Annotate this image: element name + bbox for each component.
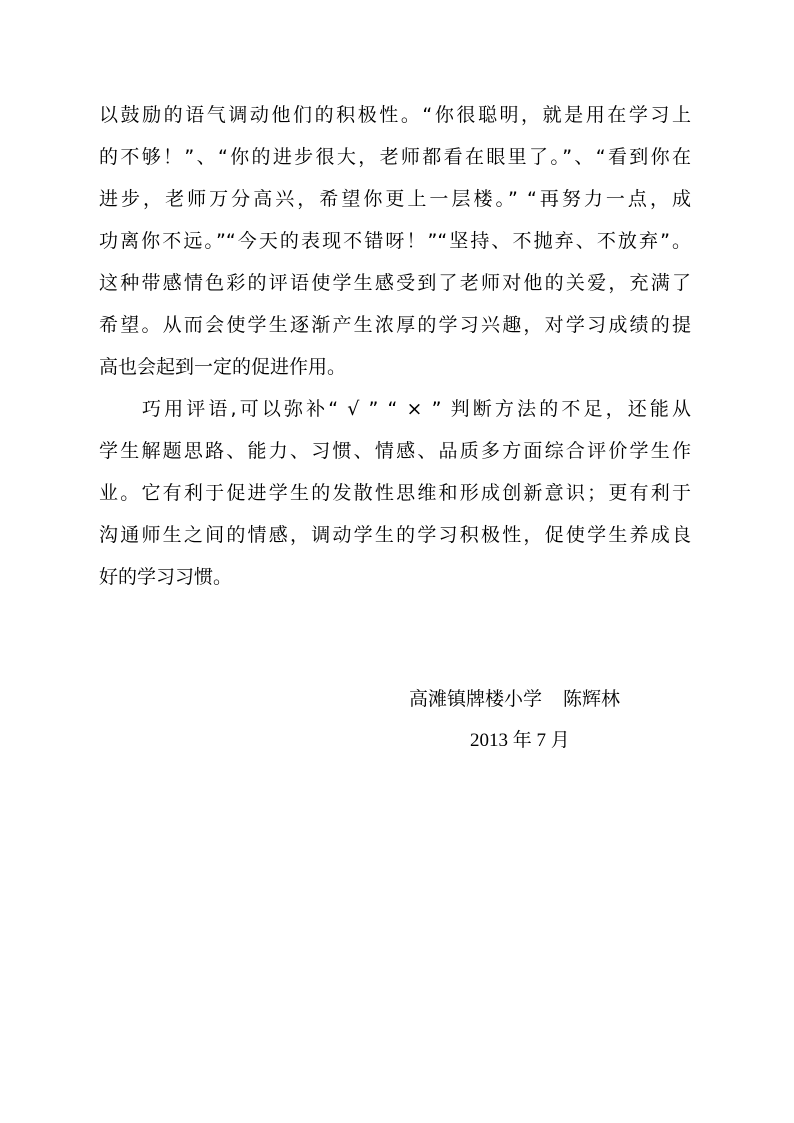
signature-date: 2013 年 7 月 [470, 730, 570, 751]
paragraph-1-line-4: 功离你不远。”“今天的表现不错呀！”“坚持、不抛弃、不放弃”。 [99, 230, 691, 252]
paragraph-1-line-1: 以鼓励的语气调动他们的积极性。“你很聪明，就是用在学习上 [99, 104, 691, 126]
paragraph-2-line-3: 业。它有利于促进学生的发散性思维和形成创新意识；更有利于 [99, 482, 691, 504]
paragraph-2-line-2: 学生解题思路、能力、习惯、情感、品质多方面综合评价学生作 [99, 440, 691, 462]
paragraph-1-line-3: 进步，老师万分高兴，希望你更上一层楼。” “再努力一点，成 [99, 188, 691, 210]
paragraph-2-line-4: 沟通师生之间的情感，调动学生的学习积极性，促使学生养成良 [99, 524, 691, 546]
paragraph-2-line-1: 巧用评语,可以弥补“ √ ” “ × ” 判断方法的不足，还能从 [142, 398, 691, 420]
signature-author: 陈辉林 [563, 688, 621, 710]
paragraph-1-line-7: 高也会起到一定的促进作用。 [99, 356, 347, 378]
paragraph-1-line-2: 的不够！”、“你的进步很大，老师都看在眼里了。”、“看到你在 [99, 146, 691, 168]
signature-school: 高滩镇牌楼小学 [409, 688, 543, 710]
paragraph-1-line-6: 希望。从而会使学生逐渐产生浓厚的学习兴趣，对学习成绩的提 [99, 314, 691, 336]
paragraph-2-line-5: 好的学习习惯。 [99, 566, 233, 588]
paragraph-1-line-5: 这种带感情色彩的评语使学生感受到了老师对他的关爱，充满了 [99, 272, 691, 294]
